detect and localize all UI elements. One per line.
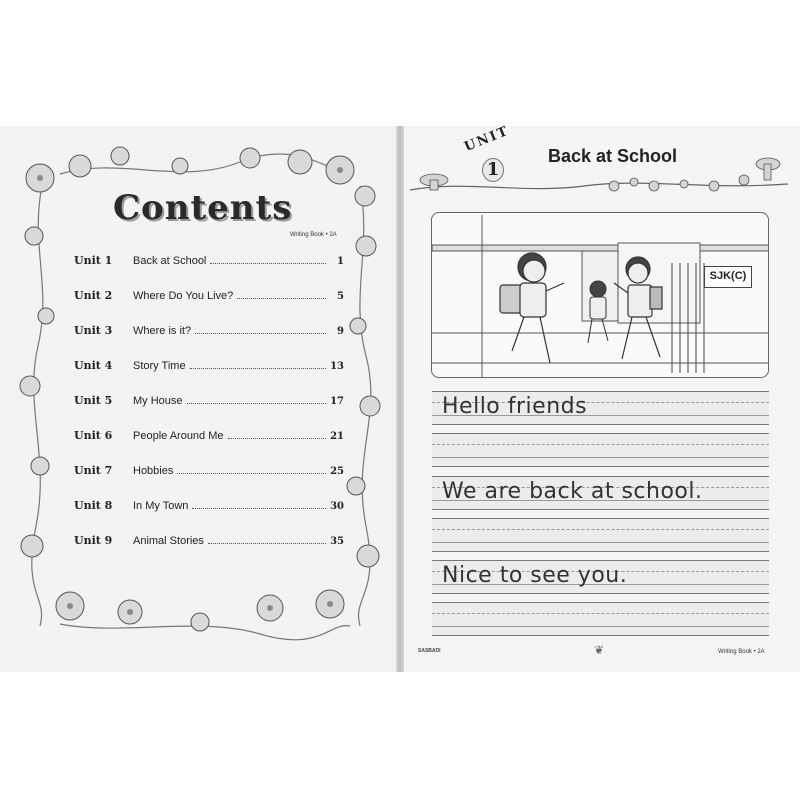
toc-page-number: 1	[337, 256, 344, 267]
toc-unit-label: Unit 2	[74, 289, 113, 302]
toc-leader-dots	[192, 500, 326, 509]
toc-unit-title: Back at School	[133, 255, 207, 267]
school-scene-drawing	[432, 213, 769, 378]
toc-leader-dots	[195, 325, 326, 334]
publisher-logo: SASBADI	[418, 648, 441, 654]
toc-row	[74, 289, 344, 305]
toc-leader-dots	[228, 430, 326, 439]
toc-leader-dots	[208, 535, 326, 544]
unit-word: UNIT	[462, 123, 512, 155]
toc-leader-dots	[190, 360, 326, 369]
toc-row	[74, 464, 344, 480]
writing-line[interactable]	[432, 476, 769, 510]
unit-number-badge: 1	[482, 158, 504, 182]
toc-row	[74, 324, 344, 340]
toc-leader-dots	[210, 255, 326, 264]
contents-title: Contents	[113, 188, 293, 228]
writing-line[interactable]	[432, 433, 769, 467]
writing-midline	[432, 444, 769, 445]
writing-baseline	[432, 457, 769, 458]
footer-book-label: Writing Book • 2A	[718, 649, 765, 655]
toc-unit-label: Unit 6	[74, 429, 113, 442]
toc-unit-title: My House	[133, 395, 183, 407]
toc-page-number: 30	[330, 501, 344, 512]
toc-unit-title: Where Do You Live?	[133, 290, 234, 302]
toc-page-number: 5	[337, 291, 344, 302]
writing-line[interactable]	[432, 518, 769, 552]
writing-midline	[432, 613, 769, 614]
toc-row	[74, 534, 344, 550]
writing-midline	[432, 529, 769, 530]
toc-unit-label: Unit 7	[74, 464, 113, 477]
toc-leader-dots	[177, 465, 326, 474]
toc-unit-title: Story Time	[133, 360, 186, 372]
lesson-title: Back at School	[548, 146, 678, 166]
school-scene-illustration	[431, 212, 769, 378]
toc-unit-title: In My Town	[133, 500, 189, 512]
toc-page-number: 17	[330, 396, 344, 407]
toc-page-number: 21	[330, 431, 344, 442]
toc-page-number: 25	[330, 466, 344, 477]
toc-unit-title: People Around Me	[133, 430, 224, 442]
toc-unit-title: Animal Stories	[133, 535, 204, 547]
writing-baseline	[432, 626, 769, 627]
toc-row	[74, 254, 344, 270]
toc-leader-dots	[237, 290, 326, 299]
toc-page-number: 35	[330, 536, 344, 547]
toc-unit-label: Unit 1	[74, 254, 113, 267]
traced-sentence: Nice to see you.	[442, 563, 628, 588]
toc-unit-title: Where is it?	[133, 325, 192, 337]
toc-page-number: 9	[337, 326, 344, 337]
toc-row	[74, 499, 344, 515]
toc-unit-label: Unit 8	[74, 499, 113, 512]
writing-baseline	[432, 542, 769, 543]
toc-unit-title: Hobbies	[133, 465, 174, 477]
toc-unit-label: Unit 4	[74, 359, 113, 372]
school-sign: SJK(C)	[704, 266, 752, 288]
toc-unit-label: Unit 3	[74, 324, 113, 337]
book-label: Writing Book • 2A	[290, 232, 337, 238]
toc-unit-label: Unit 9	[74, 534, 113, 547]
toc-unit-label: Unit 5	[74, 394, 113, 407]
swirl-icon: ❦	[594, 643, 605, 657]
traced-sentence: We are back at school.	[442, 479, 703, 504]
writing-line[interactable]	[432, 560, 769, 594]
traced-sentence: Hello friends	[442, 394, 588, 419]
toc-leader-dots	[187, 395, 326, 404]
writing-line[interactable]	[432, 391, 769, 425]
writing-line[interactable]	[432, 602, 769, 636]
toc-row	[74, 359, 344, 375]
toc-row	[74, 394, 344, 410]
toc-row	[74, 429, 344, 445]
toc-page-number: 13	[330, 361, 344, 372]
